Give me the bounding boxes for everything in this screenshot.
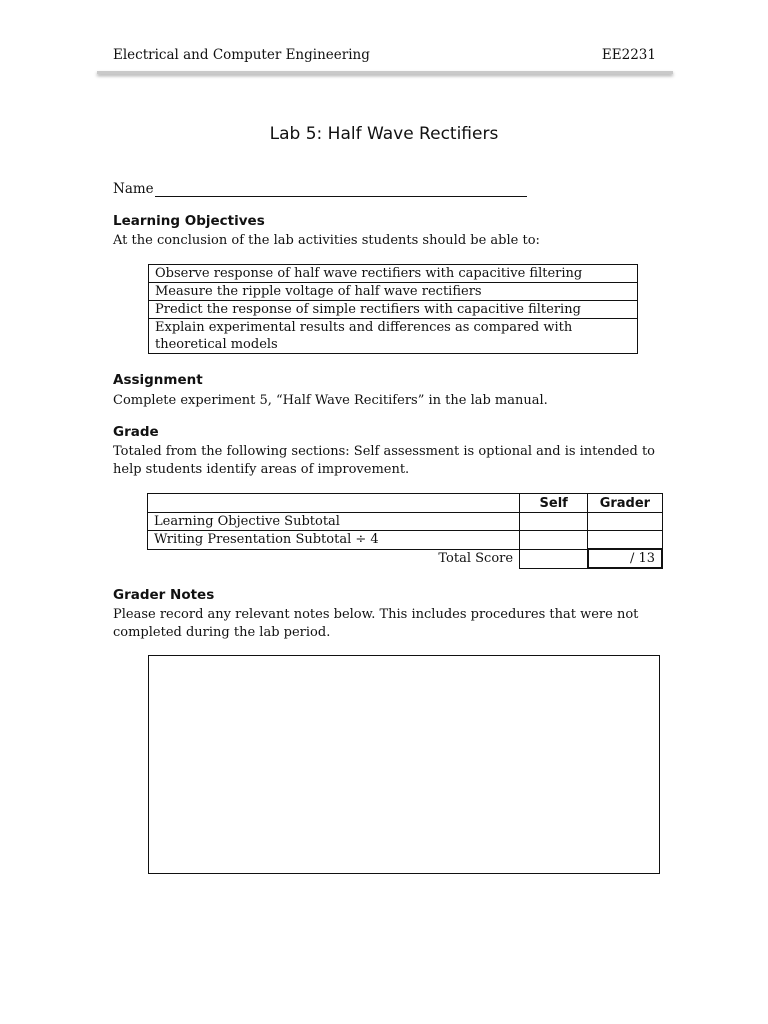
objective-item: Observe response of half wave rectifiers with capacitive filtering [149, 265, 638, 283]
grade-text: Totaled from the following sections: Self assessment is optional and is intended to help students identify areas of improvement. [113, 444, 655, 477]
self-column-header: Self [520, 494, 588, 513]
name-label: Name [113, 181, 154, 197]
name-blank-line[interactable] [155, 182, 527, 197]
department-name: Electrical and Computer Engineering [113, 47, 370, 63]
row-label: Writing Presentation Subtotal ÷ 4 [148, 531, 520, 550]
total-score-label: Total Score [438, 551, 514, 567]
table-row [148, 531, 663, 550]
assignment-text: Complete experiment 5, “Half Wave Recitifers” in the lab manual. [113, 393, 548, 408]
table-row [148, 513, 663, 531]
table-header-row [148, 494, 663, 513]
objective-item: Measure the ripple voltage of half wave rectifiers [149, 283, 638, 301]
self-total-cell[interactable] [520, 549, 588, 568]
objective-item: Predict the response of simple rectifiers with capacitive filtering [149, 301, 638, 319]
assignment-heading: Assignment [113, 372, 203, 388]
self-score-cell[interactable] [520, 513, 588, 531]
table-row [149, 283, 638, 301]
objectives-table [148, 264, 638, 354]
learning-objectives-heading: Learning Objectives [113, 213, 265, 229]
grade-table [147, 493, 663, 569]
learning-objectives-intro: At the conclusion of the lab activities students should be able to: [113, 233, 540, 248]
grader-notes-box[interactable] [148, 655, 660, 874]
objective-item: Explain experimental results and differences as compared with theoretical models [149, 319, 638, 354]
header-rule [97, 71, 673, 74]
page-title: Lab 5: Half Wave Rectifiers [269, 124, 499, 144]
grader-score-cell[interactable] [588, 513, 662, 531]
blank-header-cell [148, 494, 520, 513]
grader-column-header: Grader [588, 494, 662, 513]
self-score-cell[interactable] [520, 531, 588, 550]
course-code: EE2231 [601, 47, 656, 63]
grader-total-cell[interactable]: / 13 [588, 549, 662, 568]
grader-notes-heading: Grader Notes [113, 587, 215, 603]
name-field[interactable] [113, 181, 527, 197]
table-row [149, 265, 638, 283]
grade-heading: Grade [113, 424, 159, 440]
grader-score-cell[interactable] [588, 531, 662, 550]
table-row [149, 301, 638, 319]
row-label: Learning Objective Subtotal [148, 513, 520, 531]
total-row [148, 549, 663, 568]
table-row [149, 319, 638, 354]
grader-notes-text: Please record any relevant notes below. This includes procedures that were not completed during the lab period. [113, 607, 639, 640]
page-header [113, 47, 656, 63]
